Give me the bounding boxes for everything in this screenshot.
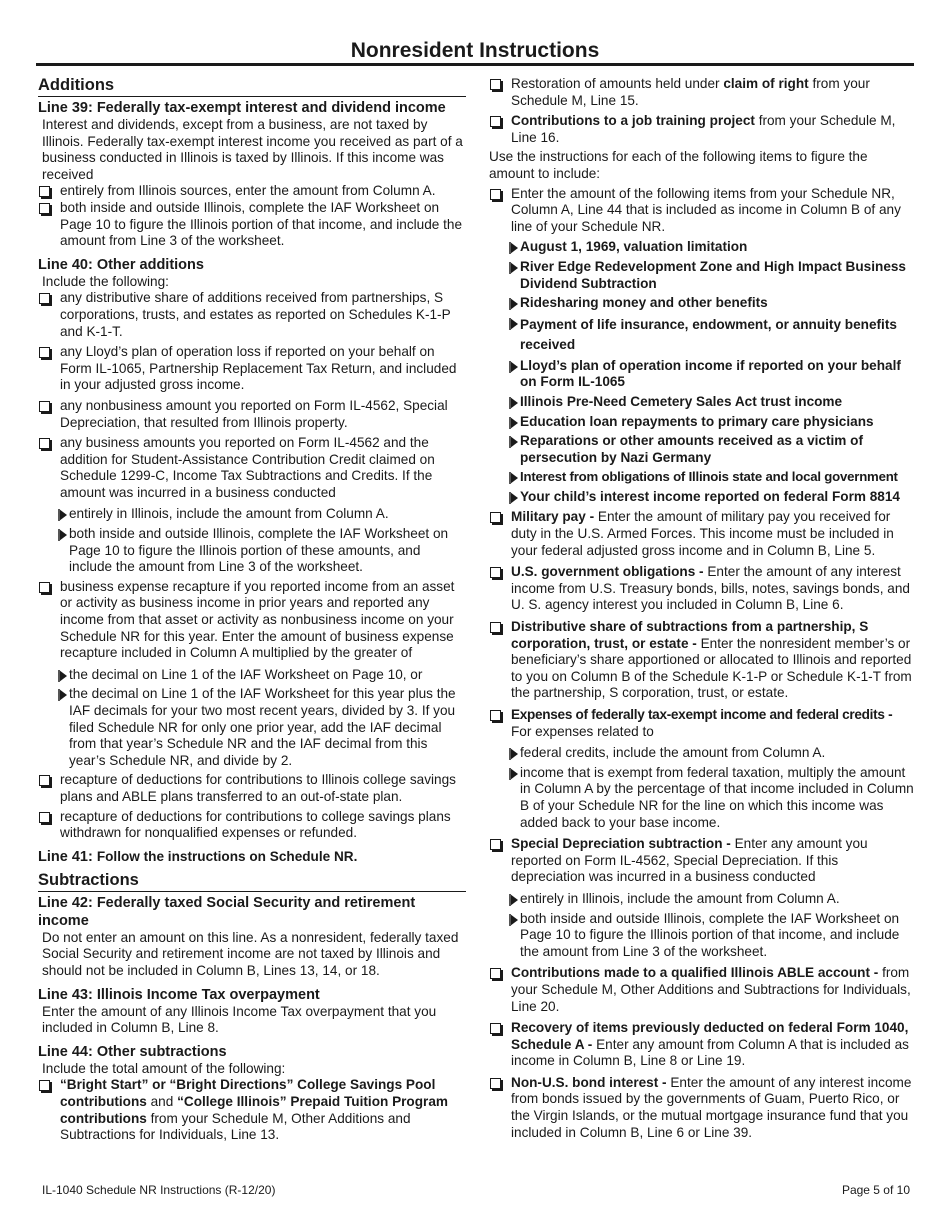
bold-item-1: August 1, 1969, valuation limitation xyxy=(489,239,915,256)
line40-college: recapture of deductions for contributions to Illinois college savings plans and ABLE plans transferred to an out-of-state plan. xyxy=(38,772,466,805)
expenses-item xyxy=(489,707,915,740)
claim-of-right-item xyxy=(489,76,915,109)
line40-item-2: any Lloyd’s plan of operation loss if reported on your behalf on Form IL-1065, Partnership Replacement Tax Return, and included in your adjusted gross income. xyxy=(38,344,466,394)
line40-item-1: any distributive share of additions received from partnerships, S corporations, trusts, and estates as reported on Schedules K-1-P and K-1-T. xyxy=(38,290,466,340)
able-account-item xyxy=(489,965,915,1015)
line40-college-2-text: recapture of deductions for contributions to college savings plans withdrawn for nonqualified expenses or refunded. xyxy=(60,808,451,841)
distributive-share-item xyxy=(489,619,915,702)
claim-pre: Restoration of amounts held under xyxy=(511,76,724,91)
line44-intro: Include the total amount of the following: xyxy=(42,1060,286,1076)
footer-form-id: IL-1040 Schedule NR Instructions (R-12/20) xyxy=(42,1183,276,1197)
line41-text: Follow the instructions on Schedule NR. xyxy=(96,848,358,864)
bold-item-3: Ridesharing money and other benefits xyxy=(489,295,915,312)
expenses-sub-1: federal credits, include the amount from Column A. xyxy=(489,745,915,762)
military-bold: Military pay - xyxy=(511,509,595,525)
bold-item-8: Reparations or other amounts received as a victim of persecution by Nazi Germany xyxy=(489,433,915,466)
line40-college-2 xyxy=(38,809,466,842)
usgov-bold: U.S. government obligations - xyxy=(511,564,704,580)
right-column xyxy=(489,74,915,1141)
line41-label: Line 41: xyxy=(38,848,93,865)
line39-heading: Line 39: Federally tax-exempt interest and dividend income xyxy=(38,100,446,116)
line40-business-sub-1: entirely in Illinois, include the amount from Column A. xyxy=(38,506,466,523)
bond-bold: Non-U.S. bond interest - xyxy=(511,1074,667,1090)
college-illinois-bold: “College Illinois” Prepaid Tuition Program contributions xyxy=(60,1093,448,1126)
sd-sub-1: entirely in Illinois, include the amount from Column A. xyxy=(489,891,915,908)
expenses-sub-2: income that is exempt from federal taxation, multiply the amount in Column A by the percentage of that income included in Column B of your Schedule NR for the line on which this income was added back to your base income. xyxy=(489,765,915,831)
us-gov-item xyxy=(489,564,915,614)
line44-bright-start xyxy=(38,1077,466,1143)
line40-heading: Line 40: Other additions xyxy=(38,256,204,273)
enter-amount-item: Enter the amount of the following items from your Schedule NR, Column A, Line 44 that is included as income in Column B of any line of your Schedule NR. xyxy=(489,186,915,236)
exp-bold: Expenses of federally tax-exempt income and federal credits - xyxy=(511,707,893,722)
footer-page-number: Page 5 of 10 xyxy=(841,1183,910,1197)
dist-bold: Distributive share of subtractions from a partnership, S corporation, trust, or estate - xyxy=(511,619,869,651)
line43-text: Enter the amount of any Illinois Income Tax overpayment that you included in Column B, Line 8. xyxy=(42,1003,437,1036)
sd-sub-2: both inside and outside Illinois, complete the IAF Worksheet on Page 10 to figure the Illinois portion of that income, and include the amount from Line 3 of the worksheet. xyxy=(489,911,915,961)
title-rule xyxy=(36,63,914,66)
bold-item-5: Lloyd’s plan of operation income if reported on your behalf on Form IL-1065 xyxy=(489,358,915,391)
military-text: Enter the amount of military pay you received for duty in the U.S. Armed Forces. This income must be included in your federal adjusted gross income and in Column B, Line 5. xyxy=(511,509,894,558)
line40-recapture-sub-1: the decimal on Line 1 of the IAF Worksheet on Page 10, or xyxy=(38,667,466,684)
dist-text: Enter the nonresident member’s or beneficiary’s share apportioned or allocated to Illinois and reported to you on Column B of the Schedule K-1-P or Schedule K-1-T from the partnership, S corporation, trust, or estate. xyxy=(511,635,912,701)
line42-heading: Line 42: Federally taxed Social Security and retirement income xyxy=(38,894,416,929)
line39-item-1: entirely from Illinois sources, enter the amount from Column A. xyxy=(38,183,466,200)
bold-item-10: Your child’s interest income reported on federal Form 8814 xyxy=(489,489,915,506)
special-depreciation-item xyxy=(489,836,915,886)
able-bold: Contributions made to a qualified Illinois ABLE account - xyxy=(511,965,879,981)
line42-text: Do not enter an amount on this line. As a nonresident, federally taxed Social Security and retirement income are not taxed by Illinois and should not be included in Column B, Lines 13, 14, or 18. xyxy=(42,929,459,978)
job-training-item xyxy=(489,113,915,146)
bold-item-2: River Edge Redevelopment Zone and High Impact Business Dividend Subtraction xyxy=(489,259,915,292)
rec-bold: Recovery of items previously deducted on federal Form 1040, Schedule A - xyxy=(511,1020,909,1052)
military-pay-item xyxy=(489,509,915,559)
left-column xyxy=(38,74,466,1144)
line44-heading: Line 44: Other subtractions xyxy=(38,1043,227,1060)
line40-item-3: any nonbusiness amount you reported on Form IL-4562, Special Depreciation, that resulted from Illinois property. xyxy=(38,398,466,431)
line39-item-2: both inside and outside Illinois, complete the IAF Worksheet on Page 10 to figure the Illinois portion of that income, and include the amount from Line 3 of the worksheet. xyxy=(38,200,466,250)
bright-start-bold: “Bright Start” or “Bright Directions” College Savings Pool contributions xyxy=(60,1077,436,1109)
bold-item-7: Education loan repayments to primary care physicians xyxy=(489,414,915,431)
sd-bold: Special Depreciation subtraction - xyxy=(511,836,731,852)
use-instructions: Use the instructions for each of the following items to figure the amount to include: xyxy=(489,149,868,181)
bold-item-9: Interest from obligations of Illinois state and local government xyxy=(489,469,915,486)
line43-heading: Line 43: Illinois Income Tax overpayment xyxy=(38,986,320,1003)
subtractions-heading: Subtractions xyxy=(38,871,466,892)
exp-text: For expenses related to xyxy=(511,723,654,739)
line40-intro: Include the following: xyxy=(42,273,169,289)
rec-text: Enter any amount from Column A that is included as income in Column B, Line 8 or Line 19. xyxy=(511,1036,909,1069)
bond-text: Enter the amount of any interest income from bonds issued by the governments of Guam, Puerto Rico, or the Virgin Islands, or the mutual mortgage insurance fund that you included in Column B, Line 6 or Line 39. xyxy=(511,1074,912,1140)
line40-item-4: any business amounts you reported on Form IL-4562 and the addition for Student-Assistance Contribution Credit claimed on Schedule 1299-C, Income Tax Subtractions and Credits. If the amount was incurred in a business conducted xyxy=(38,435,466,501)
recovery-item xyxy=(489,1020,915,1070)
additions-heading: Additions xyxy=(38,76,466,97)
claim-bold: claim of right xyxy=(723,76,809,91)
line40-recapture-sub-2: the decimal on Line 1 of the IAF Worksheet for this year plus the IAF decimals for your two most recent years, divided by 3. If you filed Schedule NR for only one prior year, add the IAF decimal from that year’s Schedule NR and the IAF decimal from this year’s Schedule NR, and divide by 2. xyxy=(38,686,466,769)
line41-heading xyxy=(38,848,466,866)
job-post: from your Schedule M, Line 16. xyxy=(511,113,896,145)
bold-item-4: Payment of life insurance, endowment, or annuity benefits received xyxy=(489,315,915,355)
sd-text: Enter any amount you reported on Form IL-4562, Special Depreciation. If this depreciation was incurred in a business conducted xyxy=(511,836,868,885)
line40-recapture: business expense recapture if you reported income from an asset or activity as business income in prior years and reported any income from that asset or activity as nonbusiness income on your Schedule NR for this year. Enter the amount of business expense recapture included in Column A multiplied by the greater of xyxy=(38,579,466,662)
non-us-bond-item xyxy=(489,1075,915,1141)
line40-business-sub-2: both inside and outside Illinois, complete the IAF Worksheet on Page 10 to figure the Illinois portion of these amounts, and include the amount from Line 3 of the worksheet. xyxy=(38,526,466,576)
bold-item-6: Illinois Pre-Need Cemetery Sales Act trust income xyxy=(489,394,915,411)
usgov-text: Enter the amount of any interest income from U.S. Treasury bonds, bills, notes, savings bonds, and U. S. agency interest you included in Column B, Line 6. xyxy=(511,564,910,613)
job-bold: Contributions to a job training project xyxy=(511,113,755,129)
bright-rest: from your Schedule M, Other Additions and Subtractions for Individuals, Line 13. xyxy=(60,1110,411,1143)
claim-post: from your Schedule M, Line 15. xyxy=(511,76,870,108)
able-text: from your Schedule M, Other Additions and Subtractions for Individuals, Line 20. xyxy=(511,965,911,1014)
page-title: Nonresident Instructions xyxy=(350,39,600,62)
bright-and: and xyxy=(146,1093,178,1109)
line39-intro: Interest and dividends, except from a business, are not taxed by Illinois. Federally tax-exempt interest income you received as part of a business conducted in Illinois is taxed by Illinois. If this income was received xyxy=(42,117,463,182)
